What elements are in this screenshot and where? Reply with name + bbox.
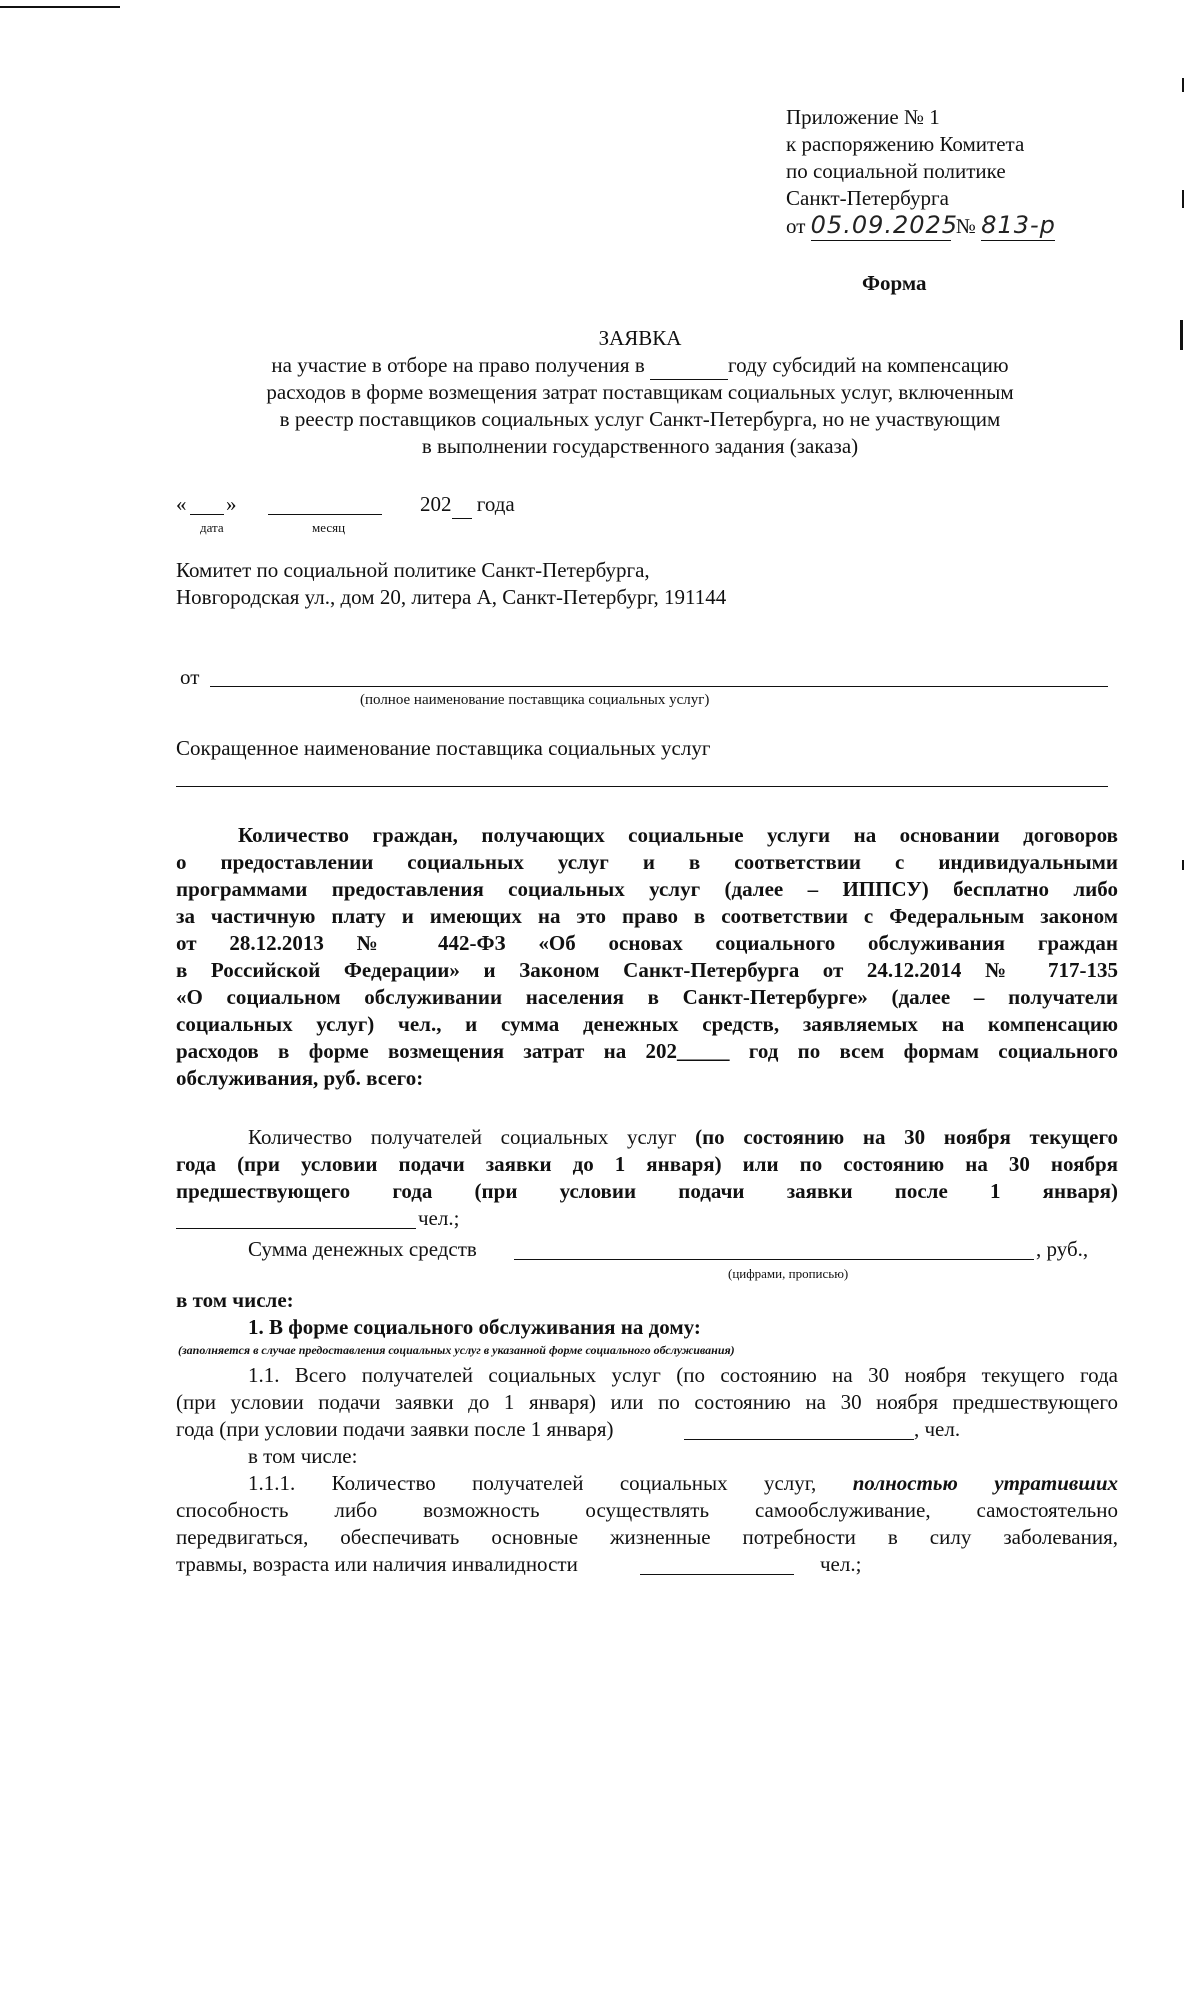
main-paragraph-line-1: Количество граждан, получающих социальные услуги на основании договоров (238, 823, 1118, 847)
provider-full-name-caption: (полное наименование поставщика социальных услуг) (360, 692, 710, 708)
scan-mark-top (0, 6, 120, 8)
p111-line-4: травмы, возраста или наличия инвалидности (176, 1552, 578, 1576)
main-paragraph-line-5: от 28.12.2013 № 442-ФЗ «Об основах социального обслуживания граждан (176, 931, 1118, 955)
section1-note: (заполняется в случае предоставления социальных услуг в указанной форме социального обслуживания) (178, 1343, 735, 1357)
date-month-blank (268, 514, 382, 515)
recipients-count-blank (176, 1228, 416, 1229)
short-name-blank (176, 786, 1108, 787)
p111-line-2: способность либо возможность осуществлять самообслуживание, самостоятельно (176, 1498, 1118, 1522)
p111-line-1: 1.1.1. Количество получателей социальных услуг, полностью утративших (248, 1471, 1118, 1495)
subtitle-line-3: в реестр поставщиков социальных услуг Санкт-Петербурга, но не участвующим (279, 407, 1001, 431)
year-blank (650, 352, 728, 380)
appendix-line-1: Приложение № 1 (786, 105, 940, 129)
p11-line-1: 1.1. Всего получателей социальных услуг (по состоянию на 30 ноября текущего года (248, 1363, 1118, 1387)
subtitle-line-1: на участие в отборе на право получения в году субсидий на компенсацию (0, 352, 1200, 380)
document-title: ЗАЯВКА (598, 326, 682, 350)
p111-count-suffix: чел.; (820, 1552, 862, 1576)
main-paragraph-line-3: программами предоставления социальных услуг (далее – ИППСУ) бесплатно либо (176, 877, 1118, 901)
scan-mark-right-2 (1182, 190, 1184, 208)
appendix-line-3: по социальной политике (786, 159, 1006, 183)
appendix-date-prefix: от (786, 214, 806, 238)
subtitle-line-4: в выполнении государственного задания (заказа) (421, 434, 859, 458)
short-name-label: Сокращенное наименование поставщика социальных услуг (176, 736, 711, 760)
date-close-quote: » (226, 492, 237, 516)
provider-full-name-blank (210, 686, 1108, 687)
p111-count-blank (640, 1574, 794, 1575)
date-day-caption: дата (200, 520, 224, 535)
p111-line-3: передвигаться, обеспечивать основные жизненные потребности в силу заболевания, (176, 1525, 1118, 1549)
appendix-date-line (786, 212, 1055, 241)
addressee-line-2: Новгородская ул., дом 20, литера А, Санкт-Петербург, 191144 (176, 585, 727, 609)
date-month-caption: месяц (312, 520, 346, 535)
p11-line-2: (при условии подачи заявки до 1 января) или по состоянию на 30 ноября предшествующего (176, 1390, 1118, 1414)
appendix-line-4: Санкт-Петербурга (786, 186, 949, 210)
including-label: в том числе: (176, 1288, 294, 1312)
p11-count-blank (684, 1439, 914, 1440)
main-paragraph-line-10: обслуживания, руб. всего: (176, 1066, 424, 1090)
form-label: Форма (862, 271, 927, 295)
appendix-number-sign: № (955, 214, 976, 238)
recipients-line-3: предшествующего года (при условии подачи заявки после 1 января) (176, 1179, 1118, 1203)
sum-blank (514, 1259, 1034, 1260)
recipients-count-suffix: чел.; (418, 1206, 460, 1230)
scan-mark-right-1 (1182, 78, 1184, 92)
appendix-number-field (981, 212, 1055, 241)
scan-mark-right-4 (1182, 860, 1184, 870)
handwritten-date: 05.09.2025 (810, 211, 959, 239)
section1-heading: 1. В форме социального обслуживания на дому: (248, 1315, 701, 1339)
date-day-blank (190, 514, 224, 515)
sum-caption: (цифрами, прописью) (728, 1266, 849, 1281)
addressee-line-1: Комитет по социальной политике Санкт-Петербурга, (176, 558, 650, 582)
p11-including: в том числе: (248, 1444, 358, 1468)
p11-line-3: года (при условии подачи заявки после 1 января) (176, 1417, 614, 1441)
appendix-line-2: к распоряжению Комитета (786, 132, 1025, 156)
date-open-quote: « (176, 492, 187, 516)
handwritten-number: 813-р (981, 211, 1056, 239)
sum-suffix: , руб., (1036, 1237, 1089, 1261)
p11-count-suffix: , чел. (914, 1417, 961, 1441)
main-paragraph-line-6: в Российской Федерации» и Законом Санкт-Петербурга от 24.12.2014 № 717-135 (176, 958, 1118, 982)
date-year: 202 года (420, 491, 515, 519)
appendix-date-field (810, 211, 959, 241)
main-paragraph-line-9: расходов в форме возмещения затрат на 202_____ год по всем формам социального (176, 1039, 1118, 1063)
main-paragraph-line-7: «О социальном обслуживании населения в Санкт-Петербурге» (далее – получатели (176, 985, 1118, 1009)
from-prefix: от (180, 665, 200, 689)
recipients-line-1: Количество получателей социальных услуг (по состоянию на 30 ноября текущего (248, 1125, 1118, 1149)
main-paragraph-line-8: социальных услуг) чел., и сумма денежных средств, заявляемых на компенсацию (176, 1012, 1118, 1036)
sum-label: Сумма денежных средств (248, 1237, 477, 1261)
main-paragraph-line-2: о предоставлении социальных услуг и в соответствии с индивидуальными (176, 850, 1118, 874)
recipients-line-2: года (при условии подачи заявки до 1 января) или по состоянию на 30 ноября (176, 1152, 1118, 1176)
subtitle-line-2: расходов в форме возмещения затрат поставщикам социальных услуг, включенным (266, 380, 1014, 404)
main-paragraph-line-4: за частичную плату и имеющих на это право в соответствии с Федеральным законом (176, 904, 1118, 928)
